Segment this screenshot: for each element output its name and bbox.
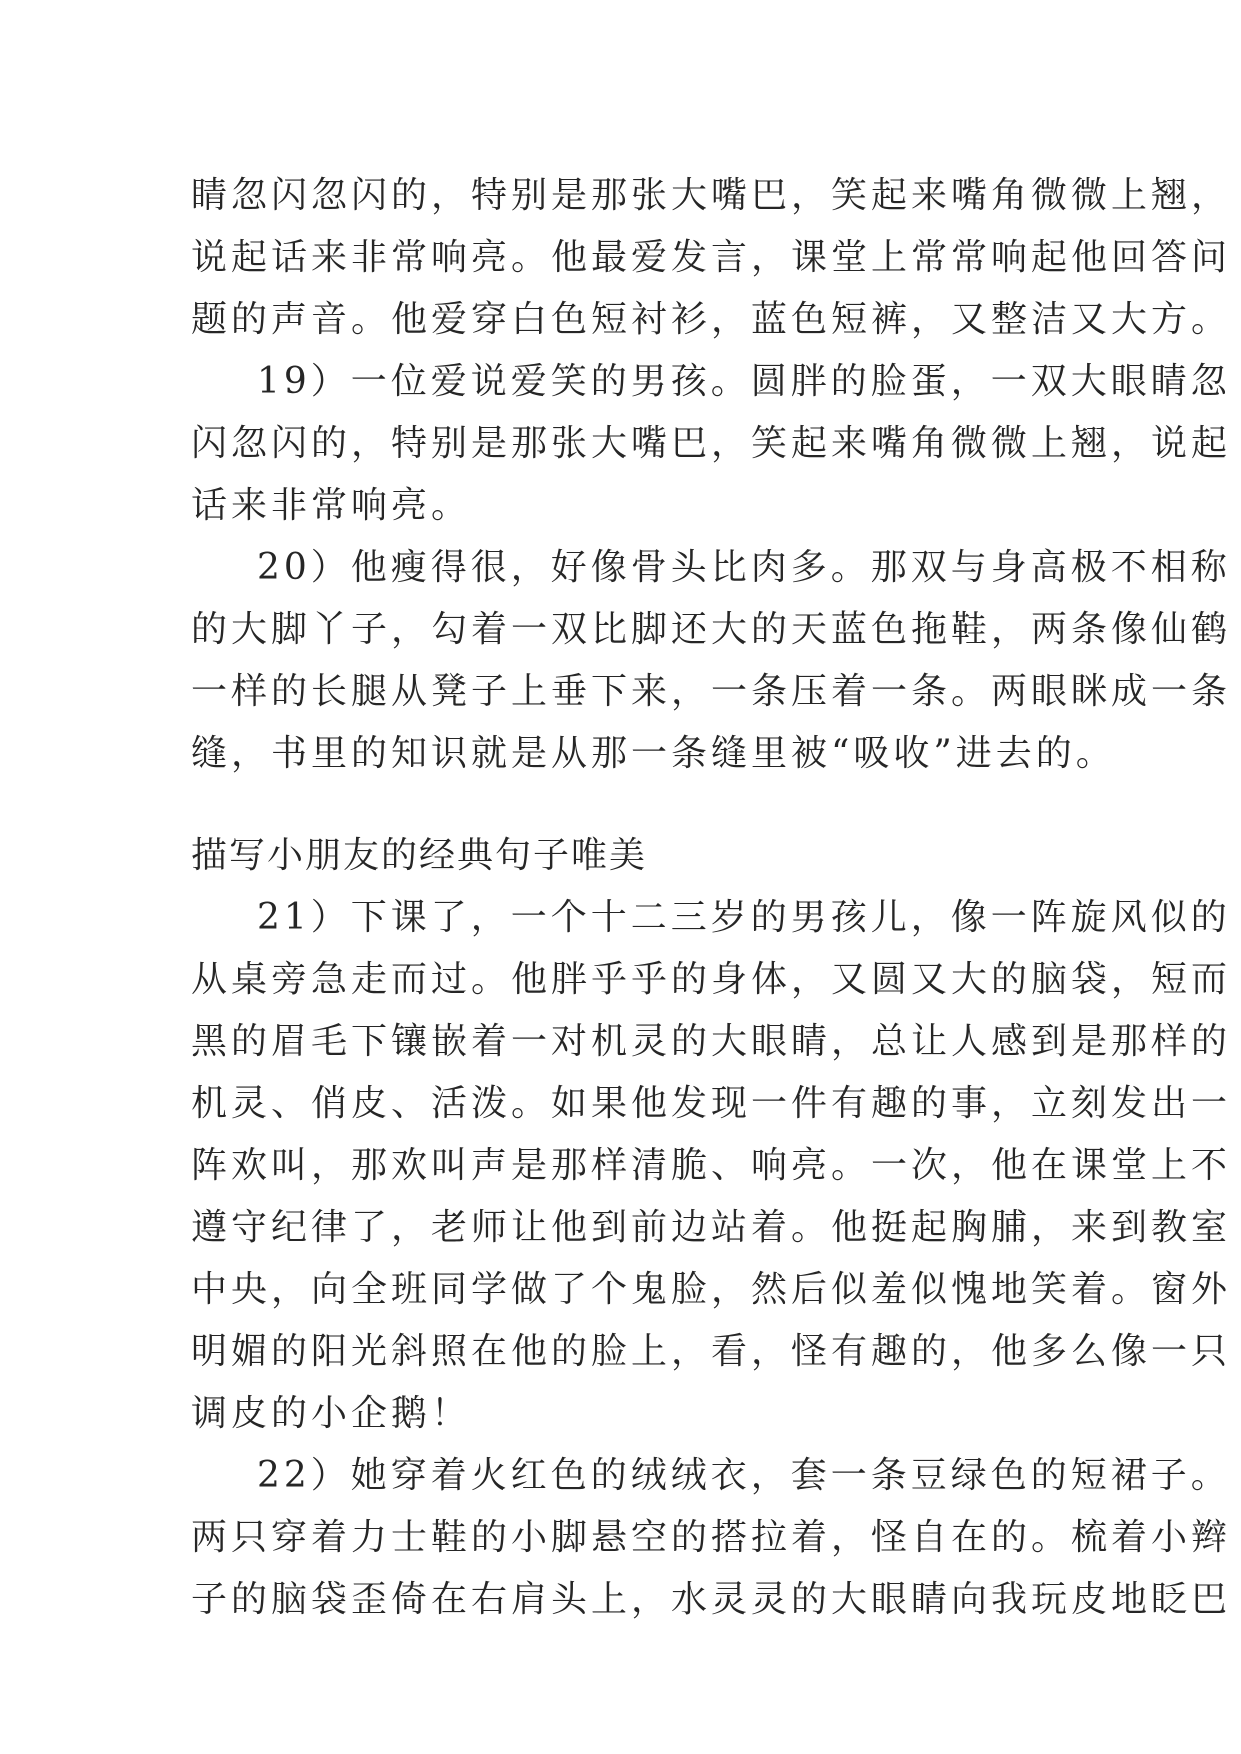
paragraph-22 (191, 1445, 1232, 1631)
text-line: 22）她穿着火红色的绒绒衣，套一条豆绿色的短裙子。 (257, 1455, 1231, 1496)
text-line: 调皮的小企鹅！ (191, 1393, 472, 1434)
document-body (191, 165, 1232, 1631)
text-line: 明媚的阳光斜照在他的脸上，看，怪有趣的，他多么像一只 (191, 1331, 1232, 1372)
section-heading: 描写小朋友的经典句子唯美 (191, 835, 648, 876)
text-line: 21）下课了，一个十二三岁的男孩儿，像一阵旋风似的 (257, 897, 1231, 938)
text-line: 的大脚丫子，勾着一双比脚还大的天蓝色拖鞋，两条像仙鹤 (191, 609, 1232, 650)
text-line: 阵欢叫，那欢叫声是那样清脆、响亮。一次，他在课堂上不 (191, 1145, 1232, 1186)
section-gap (191, 785, 1071, 825)
text-line: 说起话来非常响亮。他最爱发言，课堂上常常响起他回答问 (191, 237, 1232, 278)
text-line: 一样的长腿从凳子上垂下来，一条压着一条。两眼眯成一条 (191, 671, 1232, 712)
text-line: 19）一位爱说爱笑的男孩。圆胖的脸蛋，一双大眼睛忽 (257, 361, 1231, 402)
text-line: 机灵、俏皮、活泼。如果他发现一件有趣的事，立刻发出一 (191, 1083, 1232, 1124)
text-line: 两只穿着力士鞋的小脚悬空的搭拉着，怪自在的。梳着小辫 (191, 1517, 1232, 1558)
paragraph-20 (191, 537, 1232, 785)
text-line: 从桌旁急走而过。他胖乎乎的身体，又圆又大的脑袋，短而 (191, 959, 1232, 1000)
text-line: 20）他瘦得很，好像骨头比肉多。那双与身高极不相称 (257, 547, 1231, 588)
text-line: 睛忽闪忽闪的，特别是那张大嘴巴，笑起来嘴角微微上翘， (191, 175, 1232, 216)
paragraph-18-continued (191, 165, 1232, 351)
text-line: 缝，书里的知识就是从那一条缝里被“吸收”进去的。 (191, 733, 1116, 774)
text-line: 中央，向全班同学做了个鬼脸，然后似羞似愧地笑着。窗外 (191, 1269, 1232, 1310)
text-line: 子的脑袋歪倚在右肩头上，水灵灵的大眼睛向我玩皮地眨巴 (191, 1579, 1232, 1620)
text-line: 黑的眉毛下镶嵌着一对机灵的大眼睛，总让人感到是那样的 (191, 1021, 1232, 1062)
paragraph-21 (191, 887, 1232, 1445)
paragraph-19 (191, 351, 1232, 537)
text-line: 话来非常响亮。 (191, 485, 472, 526)
text-line: 闪忽闪的，特别是那张大嘴巴，笑起来嘴角微微上翘，说起 (191, 423, 1232, 464)
text-line: 题的声音。他爱穿白色短衬衫，蓝色短裤，又整洁又大方。 (191, 299, 1232, 340)
text-line: 遵守纪律了，老师让他到前边站着。他挺起胸脯，来到教室 (191, 1207, 1232, 1248)
